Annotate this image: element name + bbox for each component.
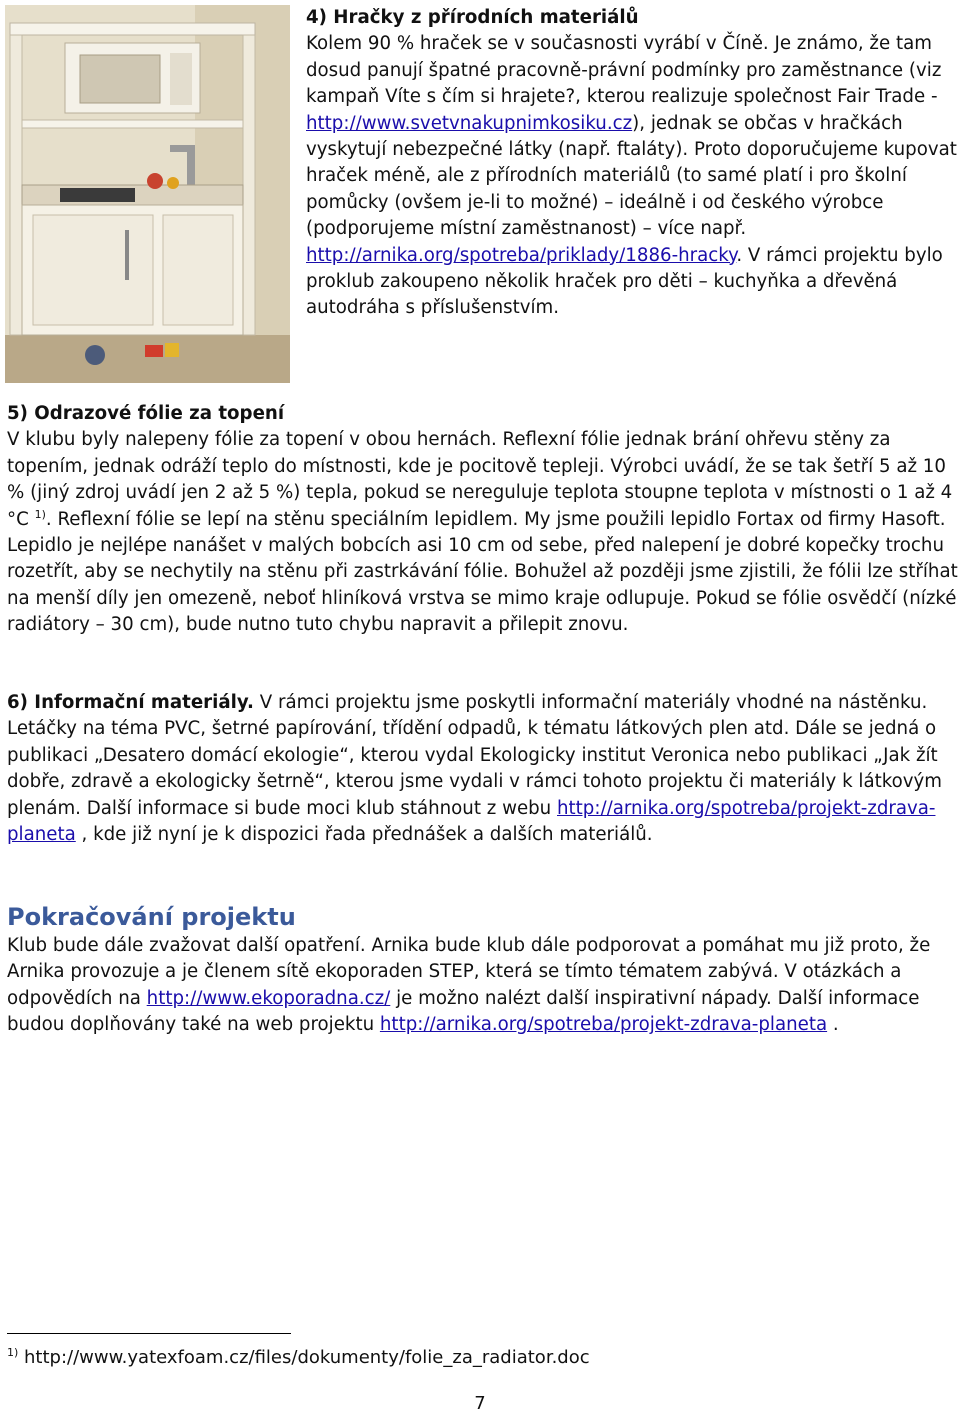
footnote [7,1346,590,1370]
section-6 [7,690,960,848]
section-5 [7,401,960,639]
section-5-text-b: . Reflexní fólie se lepí na stěnu speciálním lepidlem. My jsme použili lepidlo Fortax od firmy Hasoft. Lepidlo je nejlépe nanášet v malých bobcích asi 10 cm od sebe, před nalepení je dobré kopečky trochu rozetřít, aby se nechytily na stěnu při zastrkávání fólie. Bohužel až později jsme zjistili, že fólii lze stříhat na menší díly jen omezeně, neboť hliníková vrstva se mimo kraje odlupuje. Pokud se fólie osvědčí (nízké radiátory – 30 cm), bude nutno tuto chybu napravit a přilepit znovu. [7,508,958,636]
continuation-body [7,933,960,1039]
footnote-ref: 1) [34,507,46,521]
continuation-text-1: Klub bude dále zvažovat další opatření. Arnika bude klub dále podporovat a pomáhat mu již proto, že Arnika provozuje a je členem sítě ekoporaden STEP, která se tímto tématem zabývá. V otázkách a odpovědích na [7,935,931,1009]
toy-kitchen-photo [5,5,290,383]
ekoporadna-link[interactable]: http://www.ekoporadna.cz/ [146,987,391,1009]
section-5-body [7,427,960,638]
footnote-mark: 1) [7,1346,19,1359]
section-4-text-2: ), jednak se občas v hračkách vyskytují nebezpečné látky (např. ftaláty). Proto doporučujeme kupovat hraček méně, ale z přírodních materiálů (to samé platí i pro školní pomůcky (ovšem je-li to možné) – ideálně i od českého výrobce (podporujeme místní zaměstnanost) – více např. [306,112,957,240]
footnote-text: http://www.yatexfoam.cz/files/dokumenty/folie_za_radiator.doc [18,1347,590,1368]
continuation-title: Pokračování projektu [7,903,296,931]
continuation-text-2: je možno nalézt další inspirativní nápady. Další informace budou doplňovány také na web projektu [7,987,920,1036]
section-4-text-1: Kolem 90 % hraček se v současnosti vyrábí v Číně. Je známo, že tam dosud panují špatné pracovně-právní podmínky pro zaměstnance (viz kampaň Víte s čím si hrajete?, kterou realizuje společnost Fair Trade - [306,33,942,108]
page-number: 7 [474,1393,486,1414]
projekt-zdrava-planeta-link-2[interactable]: http://arnika.org/spotreba/projekt-zdrava-planeta [379,1014,828,1036]
section-4-title: 4) Hračky z přírodních materiálů [306,7,639,28]
section-4-text-3: . V rámci projektu bylo proklub zakoupeno několik hraček pro děti – kuchyňka a dřevěná autodráha s příslušenstvím. [306,244,943,319]
section-5-title: 5) Odrazové fólie za topení [7,403,285,424]
svetvnakupnimkosiku-link[interactable]: http://www.svetvnakupnimkosiku.cz [306,112,633,134]
continuation-text-3: . [827,1014,839,1036]
arnika-hracky-link[interactable]: http://arnika.org/spotreba/priklady/1886-hracky [306,244,737,266]
toy-kitchen-illustration [5,5,290,383]
section-6-title: 6) Informační materiály. [7,692,254,713]
projekt-zdrava-planeta-link[interactable]: http://arnika.org/spotreba/projekt-zdrava-planeta [7,797,936,846]
section-6-text-2: , kde již nyní je k dispozici řada přednášek a dalších materiálů. [75,824,653,846]
footnote-separator [7,1333,291,1334]
section-4-body [306,31,960,321]
continuation-section [7,901,960,1039]
section-6-body [7,690,960,848]
section-5-text-a: V klubu byly nalepeny fólie za topení v obou hernách. Reflexní fólie jednak brání ohřevu stěny za topením, jednak odráží teplo do místnosti, kde je pocitově tepleji. Výrobci uvádí, že se tak šetří 5 až 10 % (jiný zdroj uvádí jen 2 až 5 %) tepla, pokud se nereguluje teplota stoupne teplota v místnosti o 1 až 4 °C [7,429,953,530]
section-4 [306,5,960,322]
section-6-text-1: V rámci projektu jsme poskytli informační materiály vhodné na nástěnku. Letáčky na téma PVC, šetrné papírování, třídění odpadů, k tématu látkových plen atd. Dále se jedná o publikaci „Desatero domácí ekologie“, kterou vydal Ekologicky institut Veronica nebo publikaci „Jak žít dobře, zdravě a ekologicky šetrně“, kterou jsme vydali v rámci tohoto projektu či materiály k látkovým plenám. Další informace si bude moci klub stáhnout z webu [7,692,942,819]
